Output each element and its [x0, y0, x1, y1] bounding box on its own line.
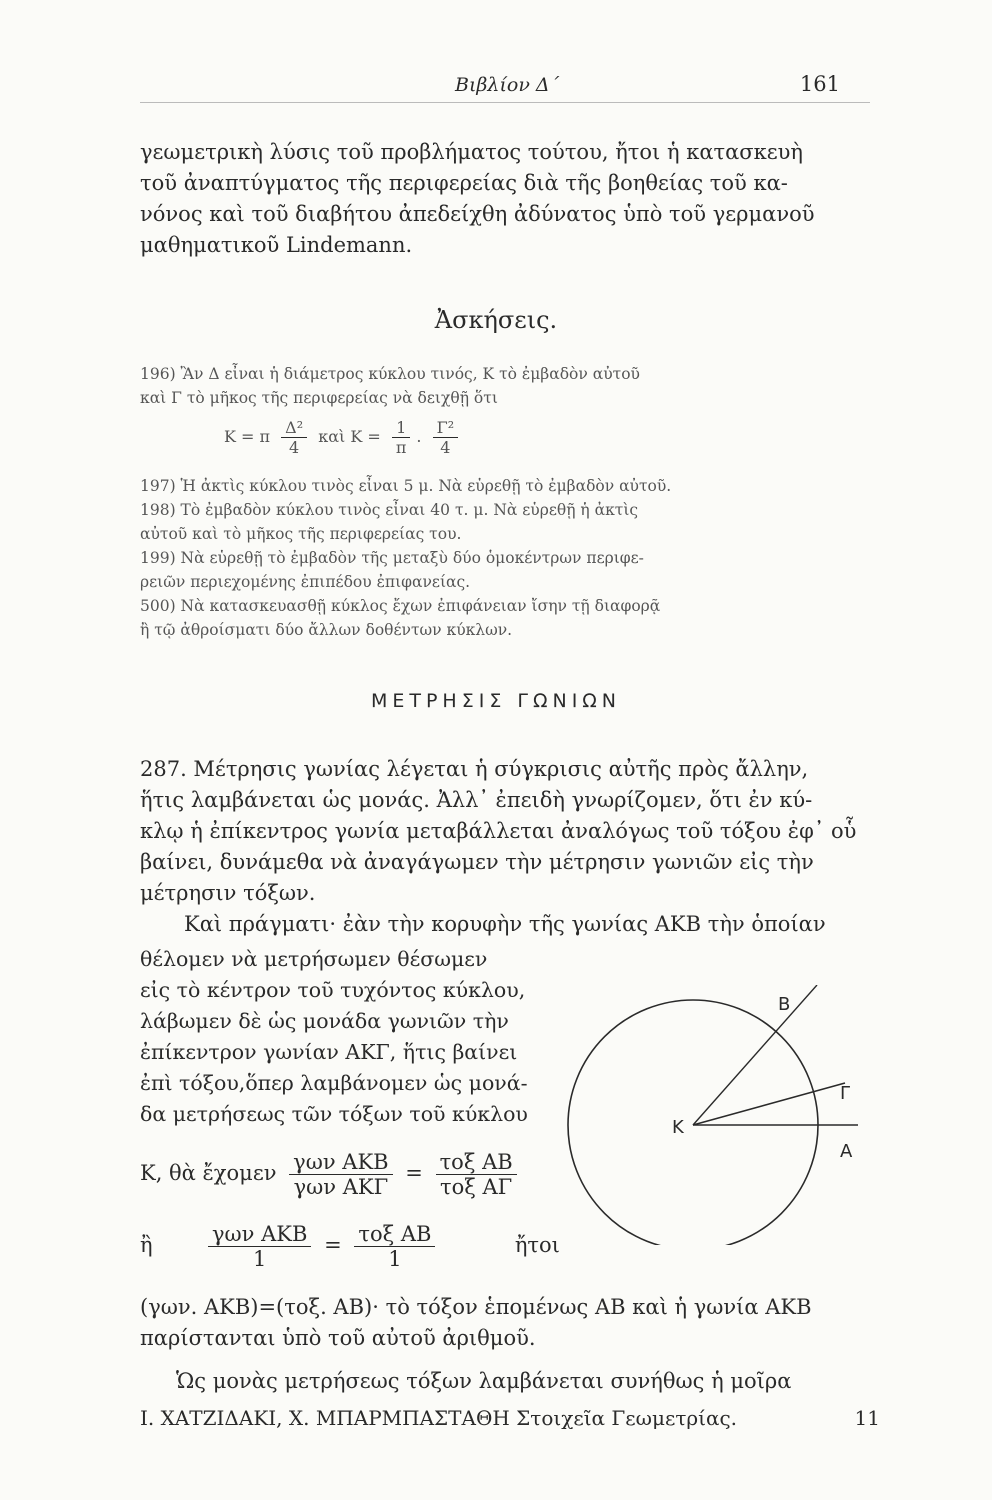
page-number: 161 [799, 72, 840, 96]
running-header [140, 70, 870, 103]
fraction-arcs [436, 1150, 517, 1199]
text-line: παρίστανται ὑπὸ τοῦ αὐτοῦ ἀριθμοῦ. [140, 1326, 536, 1350]
text-line: νόνος καὶ τοῦ διαβήτου ἀπεδείχθη ἀδύνατος ὑπὸ τοῦ γερμανοῦ [140, 202, 815, 226]
exercise-line: ἢ τῷ ἀθροίσματι δύο ἄλλων δοθέντων κύκλων. [140, 621, 513, 639]
equation-prefix: ἢ [140, 1233, 153, 1257]
fraction [433, 418, 459, 457]
paragraph-287 [140, 754, 880, 940]
text-line: θέλομεν νὰ μετρήσωμεν θέσωμεν [140, 947, 488, 971]
text-line: ἐπὶ τόξου,ὅπερ λαμβάνομεν ὡς μονά- [140, 1071, 528, 1095]
text-line: βαίνει, δυνάμεθα νὰ ἀναγάγωμεν τὴν μέτρησιν γωνιῶν εἰς τὴν [140, 850, 814, 874]
page-footer [140, 1406, 880, 1430]
label-A: Α [840, 1141, 853, 1162]
exercises-heading: Ἀσκήσεις. [434, 306, 558, 334]
equals-sign: = [405, 1161, 423, 1185]
numerator: τοξ ΑΒ [436, 1150, 517, 1175]
formula-dot: . [416, 427, 422, 446]
exercise-list [140, 474, 671, 642]
text-line: μέτρησιν τόξων. [140, 881, 316, 905]
text-line: κλῳ ἡ ἐπίκεντρος γωνία μεταβάλλεται ἀναλόγως τοῦ τόξου ἐφ᾽ οὗ [140, 819, 857, 843]
equation-suffix: ἤτοι [514, 1233, 560, 1257]
equation-1 [140, 1150, 523, 1199]
fraction [281, 418, 307, 457]
fraction [392, 418, 411, 457]
text-line: ἐπίκεντρον γωνίαν ΑΚΓ, ἥτις βαίνει [140, 1040, 518, 1064]
label-G: Γ [840, 1083, 851, 1104]
denominator: γων ΑΚΓ [293, 1175, 389, 1199]
book-title: Βιβλίον Δ΄ [455, 74, 560, 96]
text-line: καὶ Γ τὸ μῆκος τῆς περιφερείας νὰ δειχθῇ ὅτι [140, 389, 498, 407]
label-B: Β [778, 994, 791, 1015]
fraction-angles [289, 1150, 392, 1199]
intro-paragraph [140, 137, 880, 261]
numerator: γων ΑΚΒ [208, 1222, 311, 1247]
exercise-line: ρειῶν περιεχομένης ἐπιπέδου ἐπιφανείας. [140, 573, 471, 591]
fraction-angle-unit [208, 1222, 311, 1271]
exercise-line: αὐτοῦ καὶ τὸ μῆκος τῆς περιφερείας του. [140, 525, 462, 543]
text-line: (γων. ΑΚΒ)=(τοξ. ΑΒ)· τὸ τόξον ἑπομένως ΑΒ καὶ ἡ γωνία ΑΚΒ [140, 1295, 812, 1319]
text-line: Ὡς μονὰς μετρήσεως τόξων λαμβάνεται συνήθως ἡ μοῖρα [176, 1369, 792, 1393]
exercise-line: 199) Νὰ εὑρεθῇ τὸ ἐμβαδὸν τῆς μεταξὺ δύο ὁμοκέντρων περιφε- [140, 549, 644, 567]
ray-KB [693, 985, 817, 1125]
section-heading: ΜΕΤΡΗΣΙΣ ΓΩΝΙΩΝ [370, 690, 622, 712]
signature-mark: 11 [854, 1406, 880, 1430]
label-K: Κ [672, 1117, 684, 1138]
numerator: 1 [392, 418, 411, 438]
exercise-line: 500) Νὰ κατασκευασθῇ κύκλος ἔχων ἐπιφάνειαν ἴσην τῇ διαφορᾷ [140, 597, 661, 615]
circle-figure [540, 985, 880, 1245]
denominator: 1 [388, 1247, 402, 1271]
denominator: 4 [289, 438, 300, 457]
denominator: τοξ ΑΓ [439, 1175, 513, 1199]
text-line: ἥτις λαμβάνεται ὡς μονάς. Ἀλλ᾽ ἐπειδὴ γνωρίζομεν, ὅτι ἐν κύ- [140, 788, 813, 812]
numerator: γων ΑΚΒ [289, 1150, 392, 1175]
denominator: 1 [252, 1247, 267, 1271]
text-line: εἰς τὸ κέντρον τοῦ τυχόντος κύκλου, [140, 978, 526, 1002]
formula-196 [224, 418, 464, 457]
circle [568, 1000, 818, 1245]
text-line: 196) Ἂν Δ εἶναι ἡ διάμετρος κύκλου τινός, Κ τὸ ἐμβαδὸν αὐτοῦ [140, 365, 640, 383]
denominator: π [395, 438, 407, 457]
exercise-line: 198) Τὸ ἐμβαδὸν κύκλου τινὸς εἶναι 40 τ. μ. Νὰ εὑρεθῇ ἡ ἀκτὶς [140, 501, 639, 519]
equation-2 [140, 1222, 560, 1271]
formula-lhs: Κ = π [224, 427, 271, 446]
equals-sign: = [324, 1233, 342, 1257]
radius-KG [693, 1083, 845, 1125]
fraction-arc-unit [354, 1222, 435, 1271]
text-line: λάβωμεν δὲ ὡς μονάδα γωνιῶν τὴν [140, 1009, 509, 1033]
exercise-line: 197) Ἡ ἀκτὶς κύκλου τινὸς εἶναι 5 μ. Νὰ εὑρεθῇ τὸ ἐμβαδὸν αὐτοῦ. [140, 477, 672, 495]
denominator: 4 [440, 438, 451, 457]
numerator: Γ² [433, 418, 459, 438]
exercise-196 [140, 362, 640, 410]
numerator: τοξ ΑΒ [354, 1222, 435, 1247]
formula-mid: καὶ Κ = [318, 427, 381, 446]
text-line: δα μετρήσεως τῶν τόξων τοῦ κύκλου [140, 1102, 528, 1126]
numerator: Δ² [281, 418, 307, 438]
text-line: 287. Μέτρησις γωνίας λέγεται ἡ σύγκρισις αὐτῆς πρὸς ἄλλην, [140, 757, 809, 781]
equation-prefix: Κ, θὰ ἔχομεν [140, 1161, 277, 1185]
closing-paragraph [140, 1292, 880, 1397]
text-line: γεωμετρικὴ λύσις τοῦ προβλήματος τούτου, ἤτοι ἡ κατασκευὴ [140, 140, 803, 164]
footer-authors: Ι. ΧΑΤΖΙΔΑΚΙ, Χ. ΜΠΑΡΜΠΑΣΤΑΘΗ Στοιχεῖα Γεωμετρίας. [140, 1406, 738, 1430]
text-line: Καὶ πράγματι· ἐὰν τὴν κορυφὴν τῆς γωνίας ΑΚΒ τὴν ὁποίαν [184, 912, 826, 936]
text-line: τοῦ ἀναπτύγματος τῆς περιφερείας διὰ τῆς βοηθείας τοῦ κα- [140, 171, 788, 195]
figure-side-text [140, 944, 528, 1130]
text-line: μαθηματικοῦ Lindemann. [140, 233, 413, 257]
